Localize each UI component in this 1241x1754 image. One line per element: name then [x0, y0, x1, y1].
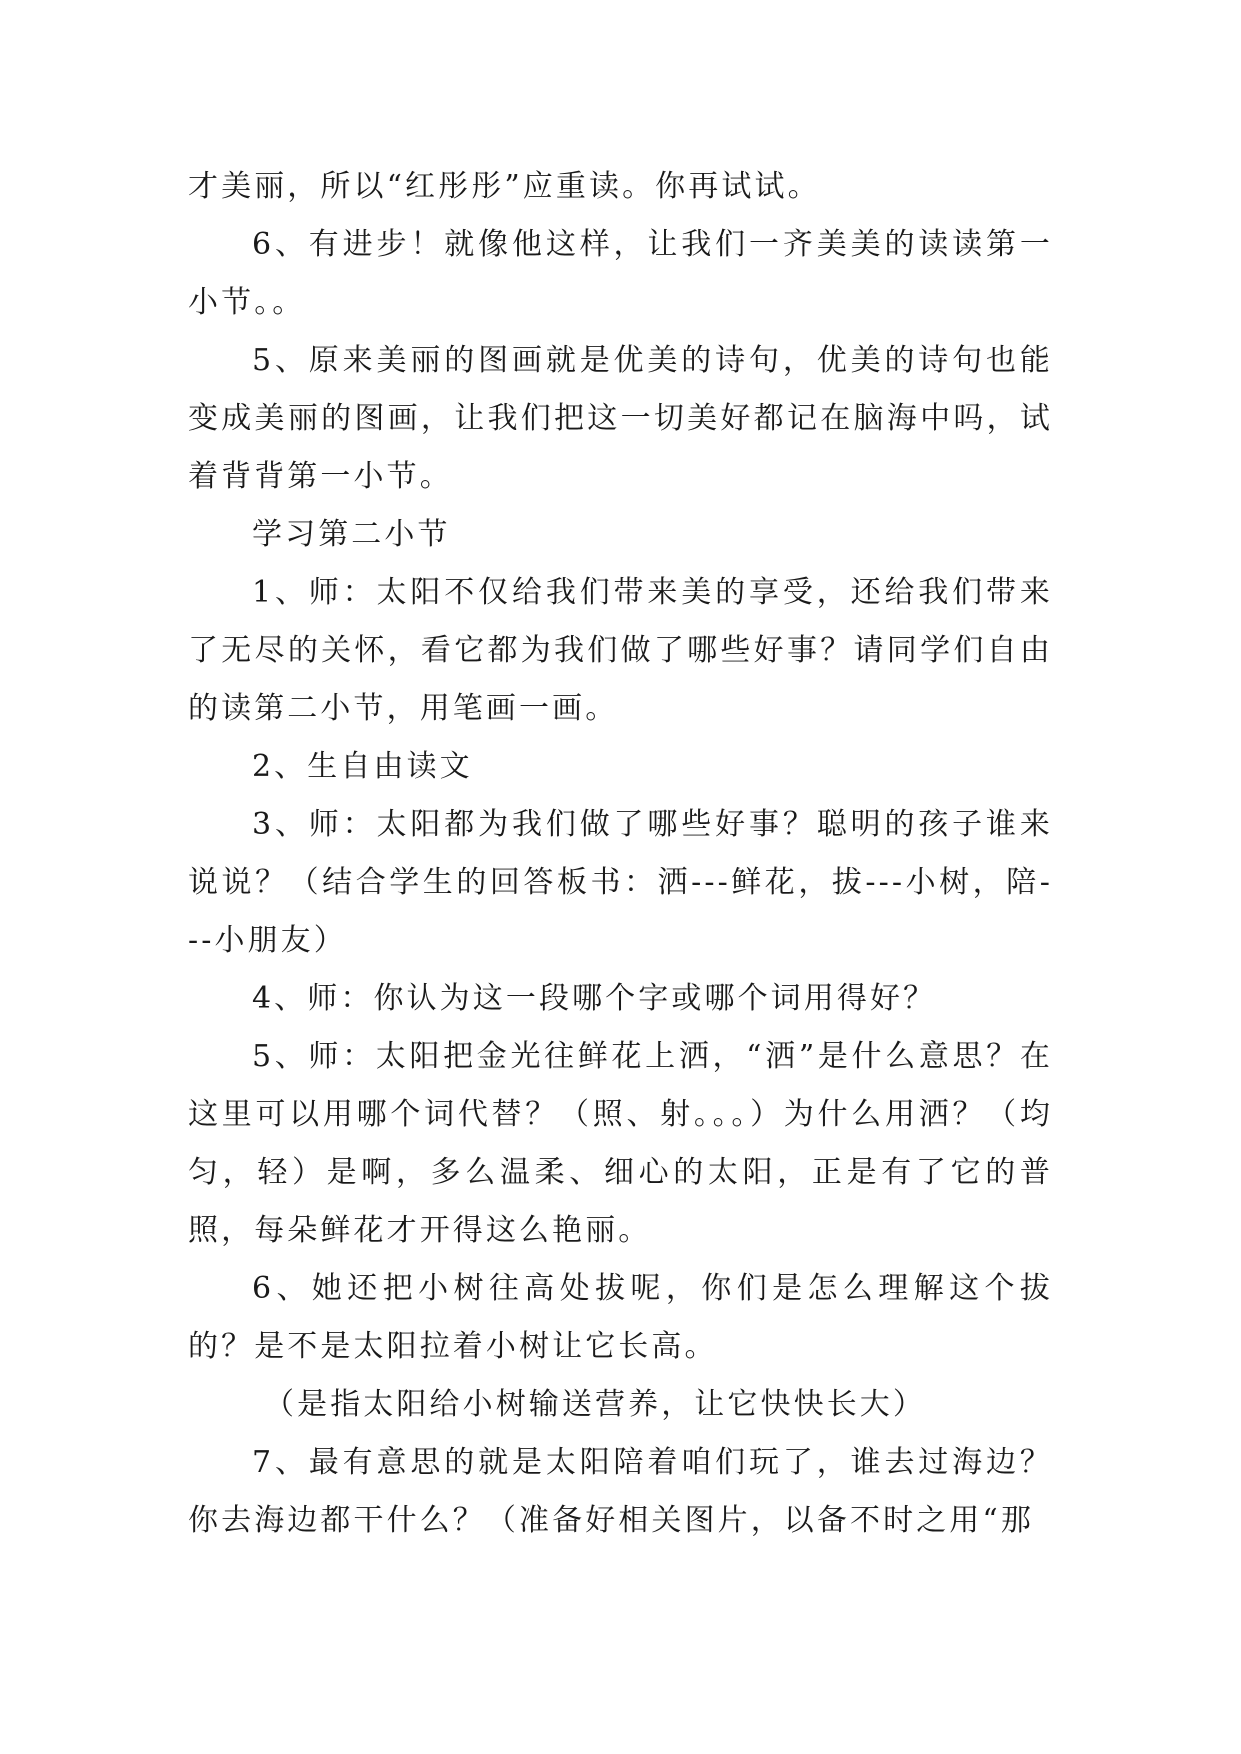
- paragraph-item-5: 5、原来美丽的图画就是优美的诗句，优美的诗句也能变成美丽的图画，让我们把这一切美好都记在脑海中吗，试着背背第一小节。: [188, 343, 1053, 494]
- paragraph-item-2: 2、生自由读文: [252, 749, 473, 784]
- section-heading: 学习第二小节: [252, 517, 451, 552]
- document-body: [188, 158, 1053, 1550]
- paragraph-item-7: 7、最有意思的就是太阳陪着咱们玩了，谁去过海边？你去海边都干什么？（准备好相关图片，以备不时之用“那: [188, 1445, 1053, 1538]
- paragraph-item-1: 1、师：太阳不仅给我们带来美的享受，还给我们带来了无尽的关怀，看它都为我们做了哪些好事？请同学们自由的读第二小节，用笔画一画。: [188, 575, 1053, 726]
- paragraph-item-6b: 6、她还把小树往高处拔呢，你们是怎么理解这个拔的？是不是太阳拉着小树让它长高。: [188, 1271, 1053, 1364]
- paragraph-continuation: 才美丽，所以“红彤彤”应重读。你再试试。: [188, 169, 821, 204]
- paragraph-item-6: 6、有进步！就像他这样，让我们一齐美美的读读第一小节。。: [188, 227, 1053, 320]
- paragraph-item-5b: 5、师：太阳把金光往鲜花上洒，“洒”是什么意思？在这里可以用哪个词代替？（照、射。。。）为什么用洒？（均匀，轻）是啊，多么温柔、细心的太阳，正是有了它的普照，每朵鲜花才开得这么艳丽。: [188, 1039, 1053, 1248]
- paragraph-note: （是指太阳给小树输送营养，让它快快长大）: [264, 1387, 926, 1422]
- paragraph-item-3: 3、师：太阳都为我们做了哪些好事？聪明的孩子谁来说说？（结合学生的回答板书：洒---鲜花，拔---小树，陪---小朋友）: [188, 807, 1053, 958]
- paragraph-item-4: 4、师：你认为这一段哪个字或哪个词用得好？: [252, 981, 937, 1016]
